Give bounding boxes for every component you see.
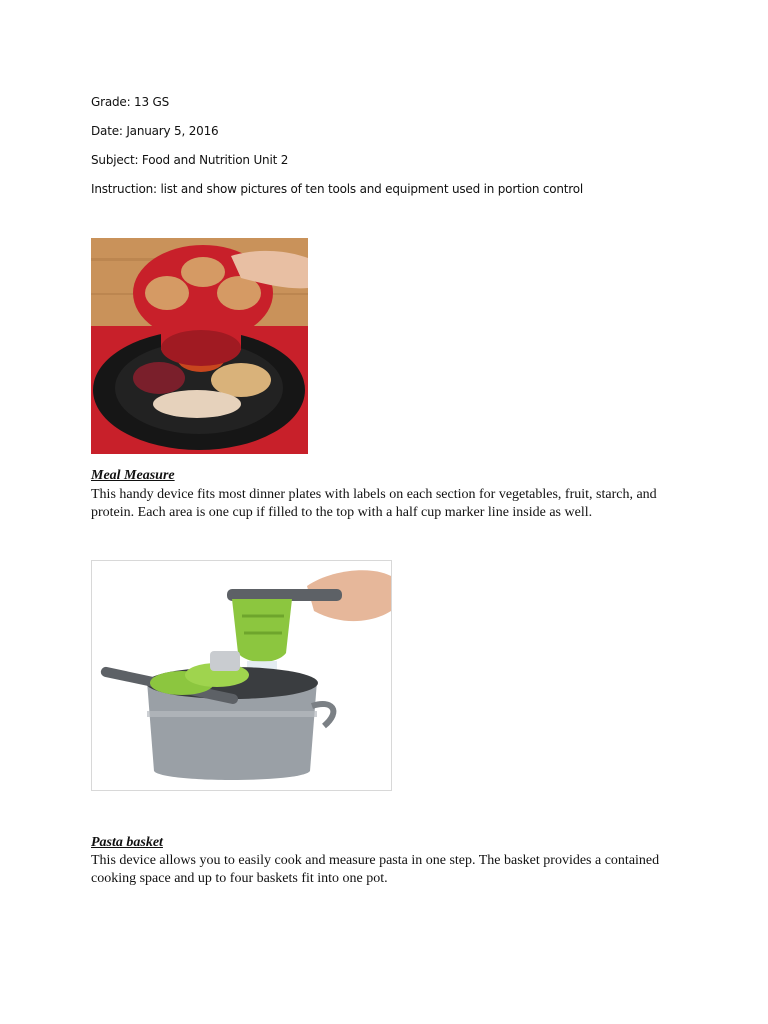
meal-measure-description: This handy device fits most dinner plates with labels on each section for vegetables, fruit, starch, and protein. Each area is one cup if filled to the top with a half cup marker line inside as well. <box>91 487 657 520</box>
instruction-line: Instruction: list and show pictures of ten tools and equipment used in portion control <box>91 182 584 196</box>
pasta-basket-photo <box>91 560 392 791</box>
subject-line: Subject: Food and Nutrition Unit 2 <box>91 153 289 167</box>
date-line: Date: January 5, 2016 <box>91 124 219 138</box>
pasta-basket-title: Pasta basket <box>91 835 163 850</box>
meal-measure-photo <box>91 238 308 454</box>
meal-measure-title: Meal Measure <box>91 468 175 483</box>
pasta-basket-description: This device allows you to easily cook and measure pasta in one step. The basket provides a contained cooking space and up to four baskets fit into one pot. <box>91 853 660 886</box>
grade-line: Grade: 13 GS <box>91 95 170 109</box>
